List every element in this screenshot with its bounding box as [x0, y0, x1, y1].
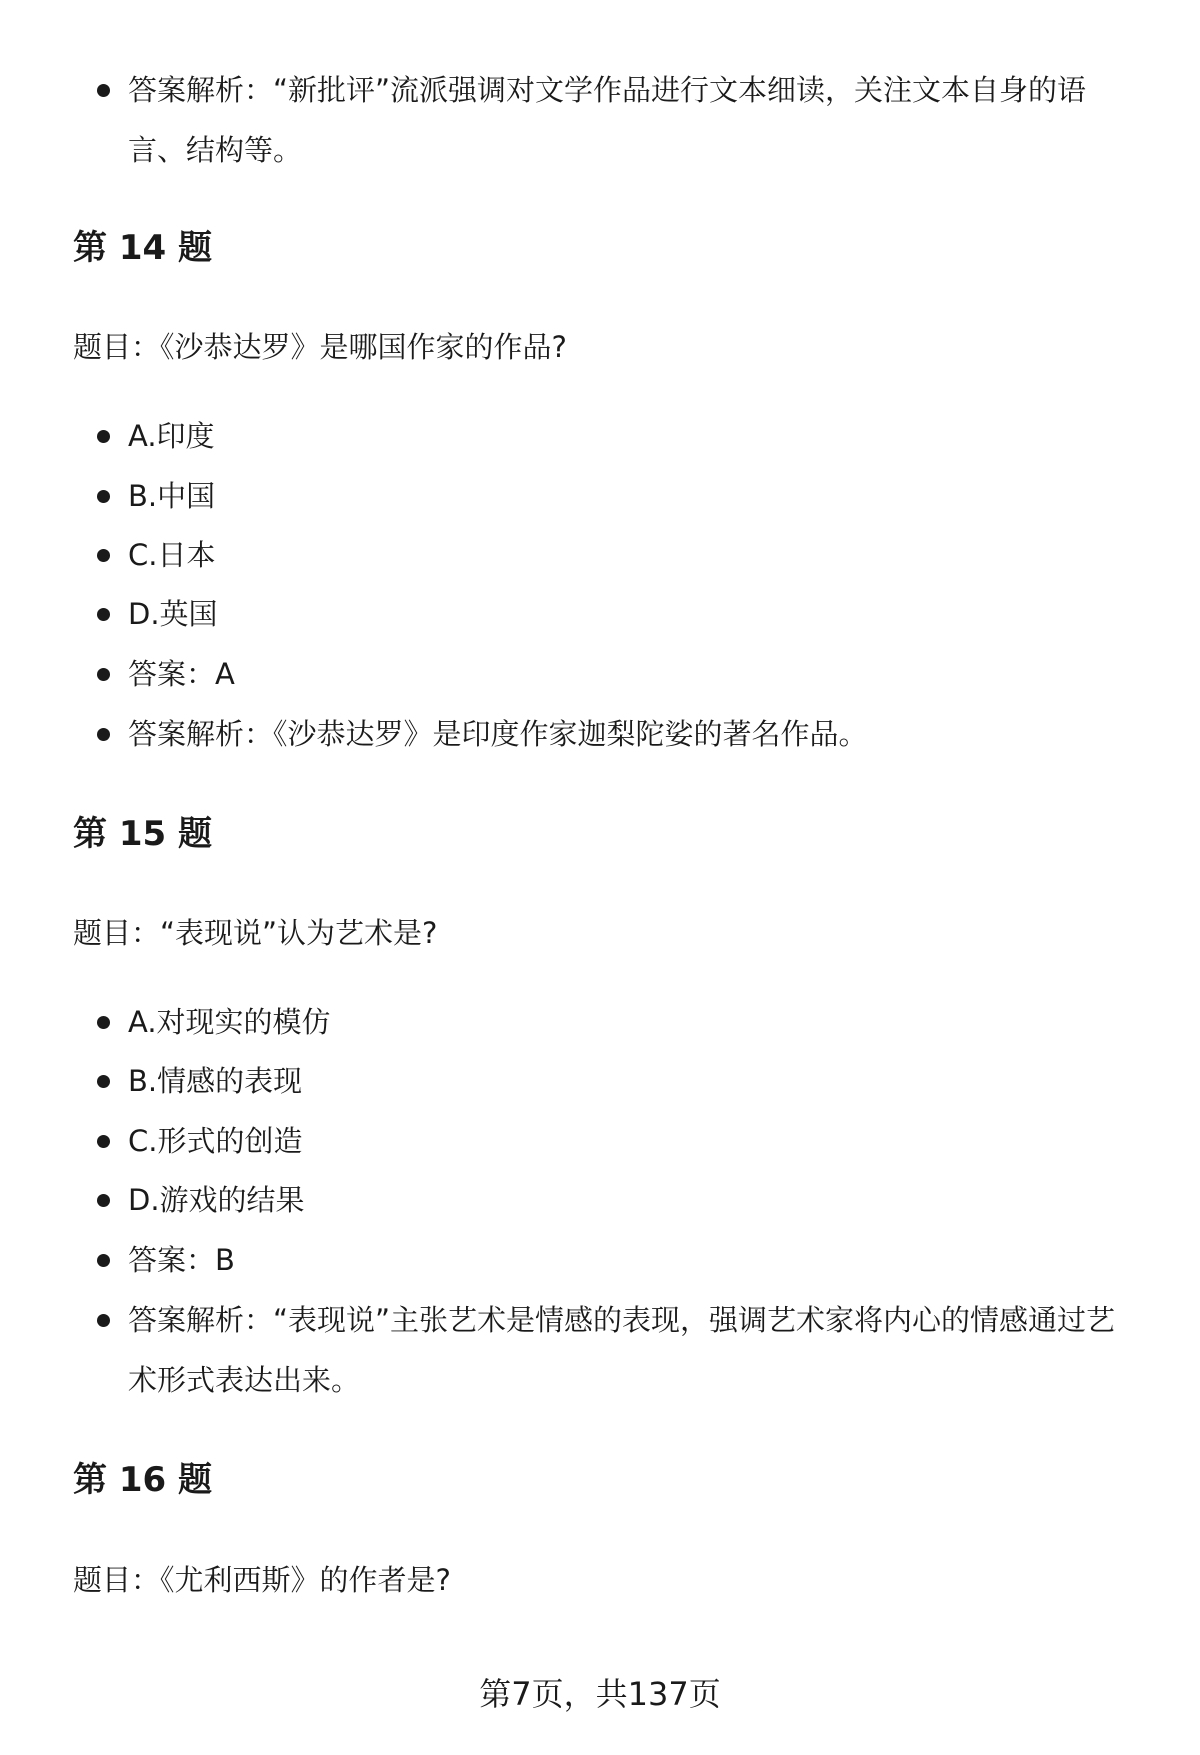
question-16-text: 题目：《尤利西斯》的作者是? — [73, 1563, 451, 1597]
question-14-explanation: 答案解析：《沙恭达罗》是印度作家迦梨陀娑的著名作品。 — [128, 717, 868, 751]
question-14-text: 题目：《沙恭达罗》是哪国作家的作品? — [73, 330, 567, 364]
question-15-heading: 第 15 题 — [73, 814, 212, 854]
bullet-dot — [97, 549, 110, 562]
question-15-option-b: B.情感的表现 — [128, 1064, 303, 1098]
question-14-option-d: D.英国 — [128, 597, 218, 631]
bullet-dot — [97, 608, 110, 621]
bullet-dot — [97, 84, 110, 97]
question-14-option-b: B.中国 — [128, 479, 216, 513]
question-15-option-d: D.游戏的结果 — [128, 1183, 305, 1217]
question-15-explanation: 答案解析：“表现说”主张艺术是情感的表现，强调艺术家将内心的情感通过艺术形式表达出来。 — [128, 1303, 1116, 1397]
question-14-option-c: C.日本 — [128, 538, 216, 572]
question-14-answer: 答案：A — [128, 657, 235, 691]
question-15-answer: 答案：B — [128, 1243, 235, 1277]
prev-explanation: 答案解析：“新批评”流派强调对文学作品进行文本细读，关注文本自身的语言、结构等。 — [128, 73, 1087, 167]
bullet-dot — [97, 668, 110, 681]
bullet-dot — [97, 1194, 110, 1207]
bullet-dot — [97, 430, 110, 443]
bullet-dot — [97, 1314, 110, 1327]
question-15-text: 题目：“表现说”认为艺术是? — [73, 916, 438, 950]
question-16-heading: 第 16 题 — [73, 1460, 212, 1500]
question-15-option-c: C.形式的创造 — [128, 1124, 303, 1158]
bullet-dot — [97, 1135, 110, 1148]
bullet-dot — [97, 1254, 110, 1267]
bullet-dot — [97, 1016, 110, 1029]
bullet-dot — [97, 490, 110, 503]
question-14-heading: 第 14 题 — [73, 228, 212, 268]
question-15-option-a: A.对现实的模仿 — [128, 1005, 331, 1039]
bullet-dot — [97, 728, 110, 741]
page-number-footer: 第7页，共137页 — [479, 1675, 721, 1713]
question-14-option-a: A.印度 — [128, 419, 215, 453]
bullet-dot — [97, 1075, 110, 1088]
